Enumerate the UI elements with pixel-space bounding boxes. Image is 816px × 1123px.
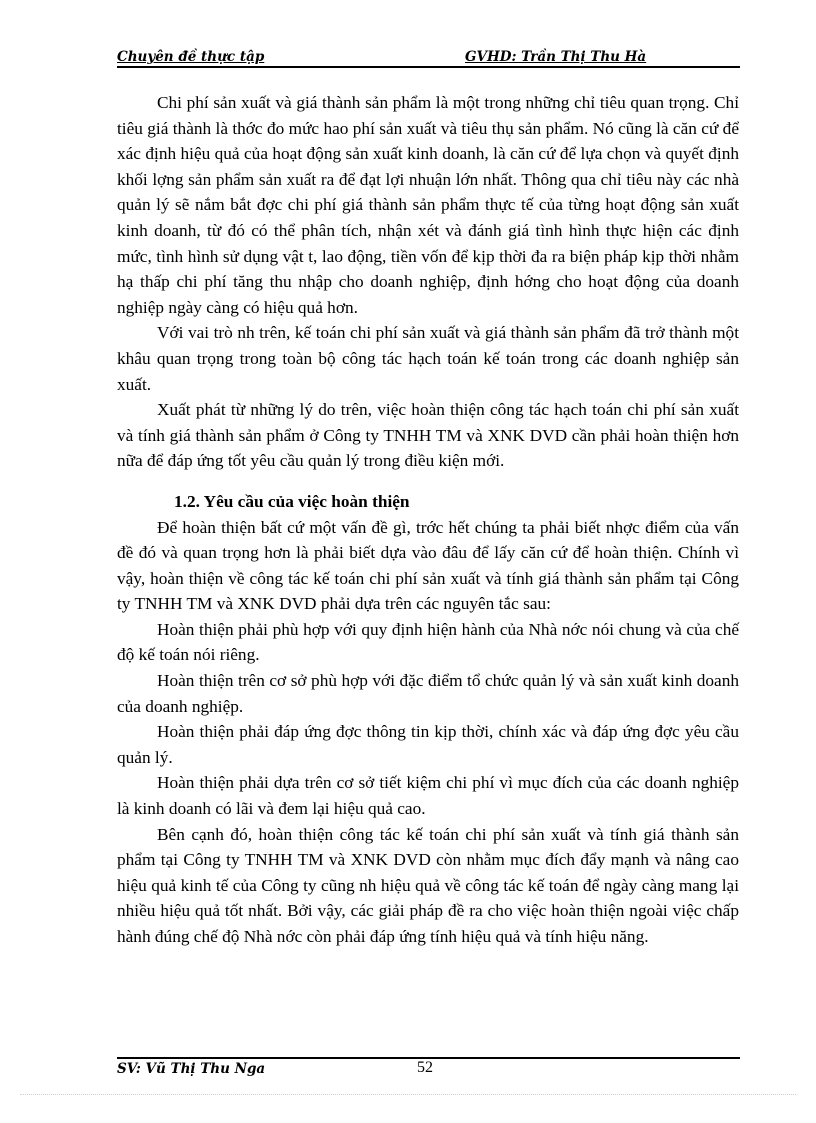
body-paragraph: Xuất phát từ những lý do trên, việc hoàn thiện công tác hạch toán chi phí sản xuất và tính giá thành sản phẩm ở Công ty TNHH TM và XNK DVD cần phải hoàn thiện hơn nữa để đáp ứng tốt yêu cầu quản lý trong điều kiện mới. [117,400,739,471]
page-header [117,46,740,68]
footer-author: SV: Vũ Thị Thu Nga [117,1061,266,1077]
page-edge-divider [20,1094,796,1095]
body-paragraph: Hoàn thiện phải phù hợp với quy định hiện hành của Nhà nớc nói chung và của chế độ kế toán nói riêng. [117,619,739,665]
body-paragraph: Chi phí sản xuất và giá thành sản phẩm là một trong những chỉ tiêu quan trọng. Chỉ tiêu giá thành là thớc đo mức hao phí sản xuất và tiêu thụ sản phẩm. Nó cũng là căn cứ để xác định hiệu quả của hoạt động sản xuất kinh doanh, là căn cứ để lựa chọn và quyết định khối lợng sản phẩm sản xuất ra để đạt lợi nhuận lớn nhất. Thông qua chỉ tiêu này các nhà quản lý sẽ nắm bắt đợc chi phí giá thành sản phẩm thực tế của từng hoạt động sản xuất kinh doanh, từ đó có thể phân tích, nhận xét và đánh giá tình hình thực hiện các định mức, tình hình sử dụng vật t, lao động, tiền vốn để kịp thời đa ra biện pháp kịp thời nhằm hạ thấp chi phí tăng thu nhập cho doanh nghiệp, định hớng cho hoạt động của doanh nghiệp ngày càng có hiệu quả hơn. [117,93,739,317]
body-paragraph: Hoàn thiện phải dựa trên cơ sở tiết kiệm chi phí vì mục đích của các doanh nghiệp là kinh doanh có lãi và đem lại hiệu quả cao. [117,773,739,819]
header-left-text: Chuyên đề thực tập [117,49,265,65]
page-number: 52 [417,1059,433,1076]
page-body [117,90,739,950]
section-heading: 1.2. Yêu cầu của việc hoàn thiện [174,491,410,511]
body-paragraph: Với vai trò nh trên, kế toán chi phí sản xuất và giá thành sản phẩm đã trở thành một khâu quan trọng trong toàn bộ công tác hạch toán kế toán trong các doanh nghiệp sản xuất. [117,323,739,394]
body-paragraph: Hoàn thiện trên cơ sở phù hợp với đặc điểm tổ chức quản lý và sản xuất kinh doanh của doanh nghiệp. [117,671,739,716]
body-paragraph: Bên cạnh đó, hoàn thiện công tác kế toán chi phí sản xuất và tính giá thành sản phẩm tại Công ty TNHH TM và XNK DVD còn nhằm mục đích đẩy mạnh và nâng cao hiệu quả kinh tế của Công ty cũng nh hiệu quả về công tác kế toán để ngày càng mang lại nhiều hiệu quả tốt nhất. Bởi vậy, các giải pháp đề ra cho việc hoàn thiện ngoài việc chấp hành đúng chế độ Nhà nớc còn phải đáp ứng tính hiệu quả và tính hiệu năng. [117,824,739,946]
header-right-text: GVHD: Trần Thị Thu Hà [465,49,647,65]
body-paragraph: Hoàn thiện phải đáp ứng đợc thông tin kịp thời, chính xác và đáp ứng đợc yêu cầu quản lý. [117,722,739,767]
body-paragraph: Để hoàn thiện bất cứ một vấn đề gì, trớc hết chúng ta phải biết nhợc điểm của vấn đề đó và quan trọng hơn là phải biết dựa vào đâu để lấy căn cứ để hoàn thiện. Chính vì vậy, hoàn thiện về công tác kế toán chi phí sản xuất và tính giá thành sản phẩm tại Công ty TNHH TM và XNK DVD phải dựa trên các nguyên tắc sau: [117,517,739,614]
